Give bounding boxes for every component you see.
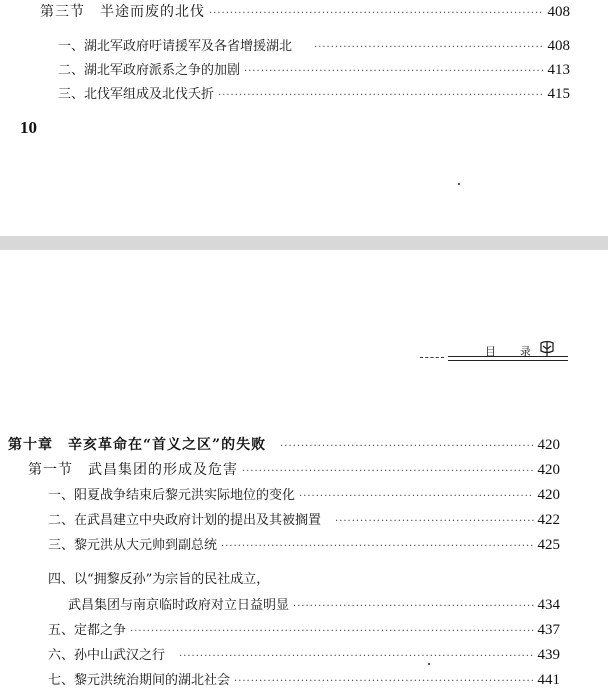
running-head xyxy=(420,340,570,364)
running-head-right: 录 xyxy=(520,345,531,358)
dot-leader xyxy=(234,673,533,691)
entry-page: 415 xyxy=(547,86,570,102)
entry-page: 413 xyxy=(547,62,570,78)
entry-page: 420 xyxy=(537,462,560,478)
entry-page: 408 xyxy=(547,4,570,20)
toc-entry[interactable] xyxy=(48,646,560,664)
entry-page: 420 xyxy=(537,487,560,503)
entry-title: 第三节 半途而废的北伐 xyxy=(40,4,205,20)
dot-leader xyxy=(242,463,534,481)
dot-leader xyxy=(335,513,533,531)
toc-entry[interactable] xyxy=(68,596,560,614)
scan-speck xyxy=(428,663,430,665)
book-ornament-icon xyxy=(538,340,556,360)
toc-entry[interactable] xyxy=(58,61,570,79)
entry-title: 武昌集团与南京临时政府对立日益明显 xyxy=(68,598,290,613)
entry-page: 441 xyxy=(537,672,560,688)
dot-leader xyxy=(209,5,544,23)
entry-title: 二、湖北军政府派系之争的加剧 xyxy=(58,63,241,78)
running-head-left: 目 xyxy=(485,345,496,358)
toc-entry[interactable] xyxy=(48,536,560,554)
dot-leader xyxy=(244,63,543,81)
dot-leader xyxy=(221,538,533,556)
toc-entry[interactable] xyxy=(48,486,560,504)
dot-leader xyxy=(299,488,533,506)
entry-page: 422 xyxy=(537,512,560,528)
entry-title: 一、阳夏战争结束后黎元洪实际地位的变化 xyxy=(48,488,296,503)
entry-title: 一、湖北军政府吁请援军及各省增援湖北 xyxy=(58,39,293,54)
entry-title: 六、孙中山武汉之行 xyxy=(48,648,166,663)
toc-entry[interactable] xyxy=(8,436,560,454)
toc-entry[interactable] xyxy=(48,671,560,689)
dot-leader xyxy=(280,438,533,456)
dot-leader xyxy=(314,39,543,57)
entry-page: 420 xyxy=(537,437,560,453)
dash-line xyxy=(420,357,444,358)
toc-entry[interactable] xyxy=(58,85,570,103)
toc-entry[interactable] xyxy=(48,511,560,529)
dot-leader xyxy=(293,598,533,616)
entry-page: 425 xyxy=(537,537,560,553)
entry-page: 439 xyxy=(537,647,560,663)
entry-title: 四、以“拥黎反孙”为宗旨的民社成立， xyxy=(48,572,270,587)
toc-entry[interactable] xyxy=(58,37,570,55)
toc-entry[interactable] xyxy=(48,571,560,589)
entry-page: 437 xyxy=(537,622,560,638)
toc-entry[interactable] xyxy=(48,621,560,639)
dot-leader xyxy=(130,623,533,641)
dot-leader xyxy=(218,87,543,105)
dot-leader xyxy=(179,648,533,666)
page-separator xyxy=(0,236,608,250)
scan-speck xyxy=(458,183,460,185)
entry-page: 408 xyxy=(547,38,570,54)
entry-title: 三、北伐军组成及北伐夭折 xyxy=(58,87,215,102)
toc-entry[interactable] xyxy=(28,461,560,479)
page-number: 10 xyxy=(20,118,37,137)
toc-entry[interactable] xyxy=(40,3,570,21)
entry-title: 三、黎元洪从大元帅到副总统 xyxy=(48,538,218,553)
entry-title: 第一节 武昌集团的形成及危害 xyxy=(28,462,238,478)
entry-title: 二、在武昌建立中央政府计划的提出及其被搁置 xyxy=(48,513,322,528)
entry-title: 第十章 辛亥革命在“首义之区”的失败 xyxy=(8,437,267,453)
entry-title: 七、黎元洪统治期间的湖北社会 xyxy=(48,673,231,688)
entry-page: 434 xyxy=(537,597,560,613)
entry-title: 五、定都之争 xyxy=(48,623,127,638)
